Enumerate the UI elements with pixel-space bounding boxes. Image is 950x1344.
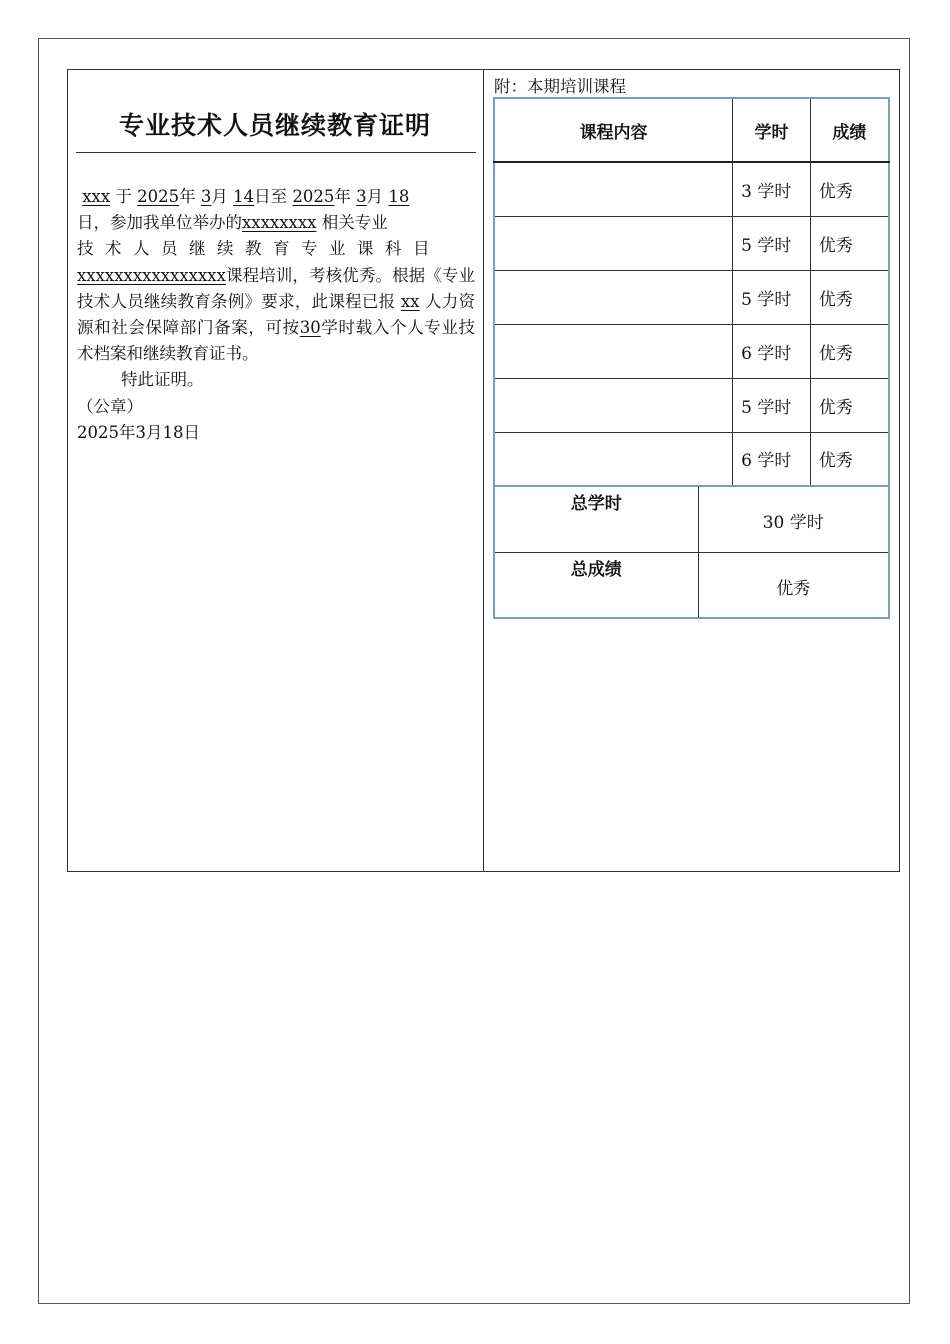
table-row	[494, 324, 889, 378]
course-content-cell	[494, 162, 733, 216]
summary-row-hours	[494, 486, 889, 552]
total-hours-label: 总学时	[494, 486, 698, 552]
body-text: 日至	[254, 187, 288, 206]
body-text: 年	[179, 187, 196, 206]
end-year: 2025	[292, 187, 335, 206]
certificate-panel	[68, 70, 484, 871]
course-hours-cell: 3 学时	[733, 162, 811, 216]
course-hours-cell: 6 学时	[733, 432, 811, 486]
trainee-name: xxx	[82, 187, 111, 206]
title-divider	[76, 152, 476, 153]
course-grade-cell: 优秀	[810, 432, 889, 486]
certificate-frame	[67, 69, 900, 872]
table-row	[494, 216, 889, 270]
table-row	[494, 432, 889, 486]
end-month: 3	[356, 187, 367, 206]
body-text: 月	[366, 187, 384, 206]
organizer: xxxxxxxx	[242, 213, 317, 233]
body-text: 人力资源和社会保障部门备案，可按	[77, 291, 476, 338]
body-text: 技术人员继续教育专业课科目	[77, 239, 441, 259]
summary-row-grade	[494, 552, 889, 618]
total-hours-value: 30 学时	[698, 486, 889, 552]
start-month: 3	[200, 187, 212, 206]
table-row	[494, 378, 889, 432]
header-course-content: 课程内容	[494, 98, 733, 162]
issue-date: 2025年3月18日	[77, 422, 200, 442]
header-hours: 学时	[733, 98, 811, 162]
table-row	[494, 270, 889, 324]
body-text: 学时载入个人专业技术档案和继续教育证书。	[77, 318, 476, 364]
body-text: 相关专业	[321, 213, 388, 233]
body-text: 课程培训，考核优秀。根据《专业技术人员继续教育条例》要求，此课程已报	[77, 265, 475, 311]
body-text: 于	[115, 187, 132, 206]
summary-table	[493, 485, 890, 619]
course-grade-cell: 优秀	[810, 162, 889, 216]
attachment-title: 附：本期培训课程	[494, 77, 626, 96]
total-grade-value: 优秀	[698, 552, 889, 618]
body-text: 月	[211, 187, 228, 206]
body-text: 年	[334, 187, 351, 206]
course-content-cell	[494, 216, 733, 270]
course-content-cell	[494, 270, 733, 324]
course-grade-cell: 优秀	[810, 324, 889, 378]
course-hours-cell: 5 学时	[733, 216, 811, 270]
end-day: 18	[388, 187, 410, 206]
start-day: 14	[233, 187, 255, 206]
course-hours-cell: 6 学时	[733, 324, 811, 378]
certificate-body	[77, 184, 475, 446]
body-text: 日，参加我单位举办的	[77, 213, 242, 233]
course-content-cell	[494, 432, 733, 486]
start-year: 2025	[137, 187, 180, 206]
credit-hours: 30	[299, 318, 321, 338]
table-header-row	[494, 98, 889, 162]
filing-region: xx	[400, 291, 420, 311]
course-subject: xxxxxxxxxxxxxxxx	[77, 265, 226, 285]
course-hours-cell: 5 学时	[733, 270, 811, 324]
table-row	[494, 162, 889, 216]
certificate-title: 专业技术人员继续教育证明	[118, 111, 431, 140]
course-hours-cell: 5 学时	[733, 378, 811, 432]
official-seal: （公章）	[77, 396, 143, 416]
attachment-panel	[484, 70, 899, 871]
course-grade-cell: 优秀	[810, 270, 889, 324]
course-content-cell	[494, 324, 733, 378]
course-grade-cell: 优秀	[810, 216, 889, 270]
course-grade-cell: 优秀	[810, 378, 889, 432]
total-grade-label: 总成绩	[494, 552, 698, 618]
course-table	[493, 97, 890, 487]
header-grade: 成绩	[810, 98, 889, 162]
closing-text: 特此证明。	[121, 370, 204, 390]
course-content-cell	[494, 378, 733, 432]
